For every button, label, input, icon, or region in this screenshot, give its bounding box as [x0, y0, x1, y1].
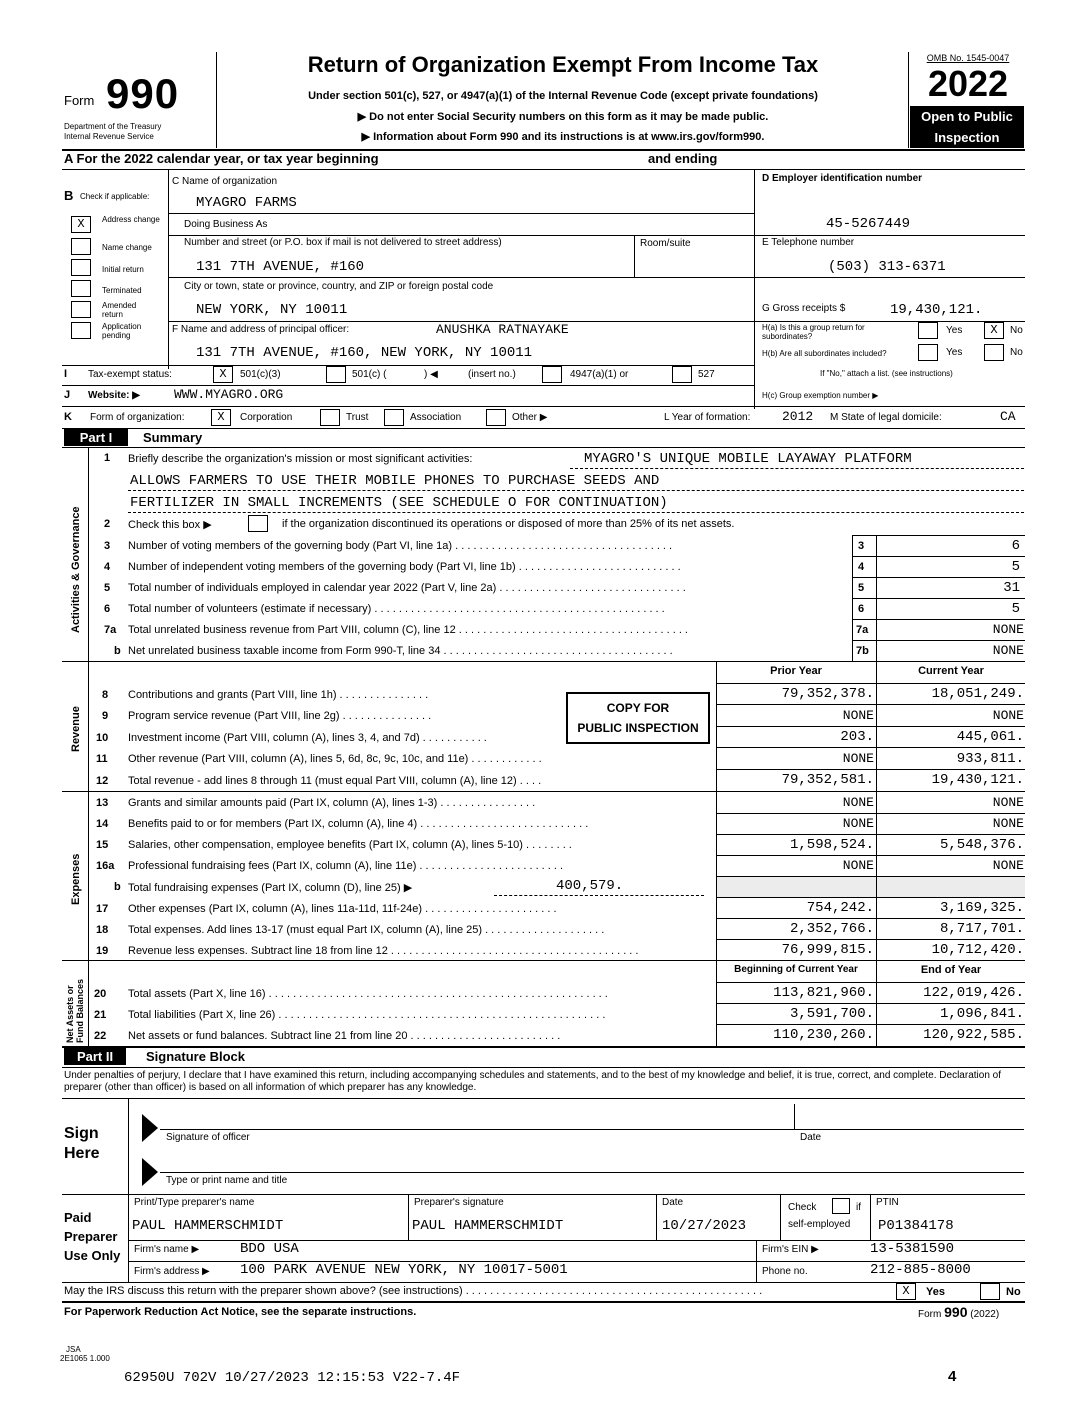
total-expenses-prior[interactable]: 2,352,766. — [789, 921, 874, 937]
investment-income-prior[interactable]: 203. — [840, 729, 874, 745]
total-revenue-prior[interactable]: 79,352,581. — [781, 772, 874, 788]
street-address[interactable]: 131 7TH AVENUE, #160 — [196, 259, 365, 275]
mission-text-3[interactable]: FERTILIZER IN SMALL INCREMENTS (SEE SCHEDULE O FOR CONTINUATION) — [130, 495, 668, 511]
principal-officer-address[interactable]: 131 7TH AVENUE, #160, NEW YORK, NY 10011 — [196, 345, 533, 361]
department-line: Department of the Treasury — [64, 122, 162, 131]
row-a-label: A For the 2022 calendar year, or tax year beginning — [64, 151, 379, 166]
open-to-public-badge: Open to Public Inspection — [910, 106, 1024, 148]
part-1-label: Part I — [64, 429, 128, 446]
grants-paid-current[interactable]: NONE — [992, 795, 1024, 810]
association-checkbox[interactable] — [384, 409, 404, 426]
type-name-arrow-icon — [142, 1158, 158, 1186]
officer-signature-field[interactable] — [166, 1112, 786, 1128]
firm-ein[interactable]: 13-5381590 — [870, 1241, 955, 1257]
part-2-title: Signature Block — [146, 1049, 245, 1064]
program-revenue-prior[interactable]: NONE — [842, 708, 874, 723]
part-1-title: Summary — [143, 430, 203, 445]
principal-officer-name[interactable]: ANUSHKA RATNAYAKE — [436, 322, 569, 337]
4947-checkbox[interactable] — [542, 366, 562, 383]
sign-arrow-icon — [142, 1114, 158, 1142]
row-a-ending: and ending — [648, 151, 718, 166]
city-state-zip[interactable]: NEW YORK, NY 10011 — [196, 302, 348, 318]
part-2-label: Part II — [64, 1048, 126, 1065]
form-subtitle: Under section 501(c), 527, or 4947(a)(1) of the Internal Revenue Code (except private foundations) — [308, 90, 818, 102]
terminated-checkbox[interactable] — [71, 280, 91, 297]
527-checkbox[interactable] — [672, 366, 692, 383]
penalty-statement: Under penalties of perjury, I declare that I have examined this return, including accompanying schedules and statements, and to the best of my knowledge and belief, it is true, correct, and complete. Declaration of preparer (other than officer) is based on all information of which preparer has any knowledge. — [64, 1070, 1002, 1093]
side-label-governance: Activities & Governance — [70, 506, 82, 633]
voting-members-value[interactable]: 6 — [1011, 538, 1020, 554]
self-employed-checkbox[interactable] — [832, 1198, 850, 1214]
footer-form-number: 990 — [944, 1304, 968, 1320]
total-revenue-current[interactable]: 19,430,121. — [931, 772, 1024, 788]
grants-paid-prior[interactable]: NONE — [842, 795, 874, 810]
mission-text-2[interactable]: ALLOWS FARMERS TO USE THEIR MOBILE PHONES TO PURCHASE SEEDS AND — [130, 473, 660, 489]
net-assets-end[interactable]: 120,922,585. — [923, 1027, 1024, 1043]
independent-members-value[interactable]: 5 — [1011, 559, 1020, 575]
page-number: 4 — [948, 1368, 957, 1385]
member-benefits-current[interactable]: NONE — [992, 816, 1024, 831]
total-expenses-current[interactable]: 8,717,701. — [939, 921, 1024, 937]
col-prior-year: Prior Year — [770, 665, 822, 677]
other-expenses-current[interactable]: 3,169,325. — [939, 900, 1024, 916]
unrelated-taxable-value[interactable]: NONE — [992, 643, 1024, 658]
form-number: 990 — [106, 70, 180, 117]
other-revenue-current[interactable]: 933,811. — [956, 751, 1024, 767]
gross-receipts[interactable]: 19,430,121. — [890, 302, 983, 318]
side-label-revenue: Revenue — [70, 706, 82, 752]
tax-year: 2022 — [927, 63, 1009, 104]
telephone-value[interactable]: (503) 313-6371 — [828, 259, 946, 275]
year-of-formation[interactable]: 2012 — [782, 409, 814, 424]
contributions-current[interactable]: 18,051,249. — [931, 686, 1024, 702]
state-of-domicile[interactable]: CA — [1000, 409, 1016, 424]
net-assets-begin[interactable]: 110,230,260. — [773, 1027, 874, 1043]
preparer-date[interactable]: 10/27/2023 — [662, 1218, 747, 1234]
paperwork-notice: For Paperwork Reduction Act Notice, see the separate instructions. — [64, 1306, 417, 1318]
ssn-note: ▶ Do not enter Social Security numbers on this form as it may be made public. — [357, 111, 769, 123]
firm-address[interactable]: 100 PARK AVENUE NEW YORK, NY 10017-5001 — [240, 1262, 568, 1278]
shaded-cells-16b — [717, 877, 1025, 897]
contributions-prior[interactable]: 79,352,378. — [781, 686, 874, 702]
revenue-less-expenses-prior[interactable]: 76,999,815. — [781, 942, 874, 958]
fundraising-fees-current[interactable]: NONE — [992, 858, 1024, 873]
trust-checkbox[interactable] — [320, 409, 340, 426]
col-end-of-year: End of Year — [920, 964, 982, 976]
application-pending-checkbox[interactable] — [71, 322, 91, 339]
name-change-checkbox[interactable] — [71, 238, 91, 255]
amended-return-checkbox[interactable] — [71, 301, 91, 318]
group-return-yes-checkbox[interactable] — [918, 322, 938, 339]
corporation-checkbox[interactable]: X — [211, 409, 231, 426]
initial-return-checkbox[interactable] — [71, 259, 91, 276]
total-assets-end[interactable]: 122,019,426. — [923, 985, 1024, 1001]
website-value[interactable]: WWW.MYAGRO.ORG — [174, 387, 284, 402]
subordinates-no-checkbox[interactable] — [984, 344, 1004, 361]
501c3-checkbox[interactable]: X — [213, 366, 233, 383]
other-expenses-prior[interactable]: 754,242. — [806, 900, 874, 916]
total-assets-begin[interactable]: 113,821,960. — [773, 985, 874, 1001]
member-benefits-prior[interactable]: NONE — [842, 816, 874, 831]
irs-discuss-question: May the IRS discuss this return with the preparer shown above? (see instructions) — [64, 1285, 463, 1297]
batch-id: 62950U 702V 10/27/2023 12:15:53 V22-7.4F — [124, 1370, 461, 1386]
group-return-no-checkbox[interactable]: X — [984, 322, 1004, 339]
preparer-signature[interactable]: PAUL HAMMERSCHMIDT — [412, 1218, 564, 1234]
firm-name[interactable]: BDO USA — [240, 1241, 299, 1257]
discontinued-checkbox[interactable] — [248, 515, 268, 532]
side-label-expenses: Expenses — [70, 853, 82, 905]
revenue-less-expenses-current[interactable]: 10,712,420. — [931, 942, 1024, 958]
form-word: Form — [64, 93, 95, 108]
discuss-yes-checkbox[interactable]: X — [896, 1283, 916, 1300]
salaries-prior[interactable]: 1,598,524. — [789, 837, 874, 853]
form-title: Return of Organization Exempt From Income Tax — [307, 52, 819, 77]
preparer-name[interactable]: PAUL HAMMERSCHMIDT — [132, 1218, 284, 1234]
ein-value[interactable]: 45-5267449 — [826, 216, 911, 232]
col-beginning-of-year: Beginning of Current Year — [734, 964, 858, 975]
side-label-net-assets: Net Assets or Fund Balances — [65, 978, 85, 1043]
other-org-checkbox[interactable] — [486, 409, 506, 426]
organization-name[interactable]: MYAGRO FARMS — [196, 195, 297, 211]
total-liabilities-end[interactable]: 1,096,841. — [939, 1006, 1024, 1022]
salaries-current[interactable]: 5,548,376. — [939, 837, 1024, 853]
public-inspection-stamp: COPY FOR PUBLIC INSPECTION — [566, 692, 710, 744]
omb-number: OMB No. 1545-0047 — [926, 53, 1010, 63]
col-current-year: Current Year — [918, 665, 984, 677]
employees-value[interactable]: 31 — [1003, 580, 1020, 596]
unrelated-revenue-value[interactable]: NONE — [992, 622, 1024, 637]
address-change-checkbox[interactable]: X — [71, 216, 91, 233]
fundraising-fees-prior[interactable]: NONE — [842, 858, 874, 873]
investment-income-current[interactable]: 445,061. — [956, 729, 1024, 745]
program-revenue-current[interactable]: NONE — [992, 708, 1024, 723]
mission-text-1[interactable]: MYAGRO'S UNIQUE MOBILE LAYAWAY PLATFORM — [584, 451, 912, 467]
total-liabilities-begin[interactable]: 3,591,700. — [789, 1006, 874, 1022]
volunteers-value[interactable]: 5 — [1011, 601, 1020, 617]
firm-phone[interactable]: 212-885-8000 — [870, 1262, 971, 1278]
preparer-ptin[interactable]: P01384178 — [878, 1218, 954, 1234]
discuss-no-checkbox[interactable] — [980, 1283, 1000, 1300]
501c-checkbox[interactable] — [326, 366, 346, 383]
subordinates-yes-checkbox[interactable] — [918, 344, 938, 361]
irs-line: Internal Revenue Service — [64, 132, 154, 141]
other-revenue-prior[interactable]: NONE — [842, 751, 874, 766]
total-fundraising-expenses[interactable]: 400,579. — [556, 878, 624, 894]
info-note: ▶ Information about Form 990 and its instructions is at www.irs.gov/form990. — [361, 131, 765, 143]
